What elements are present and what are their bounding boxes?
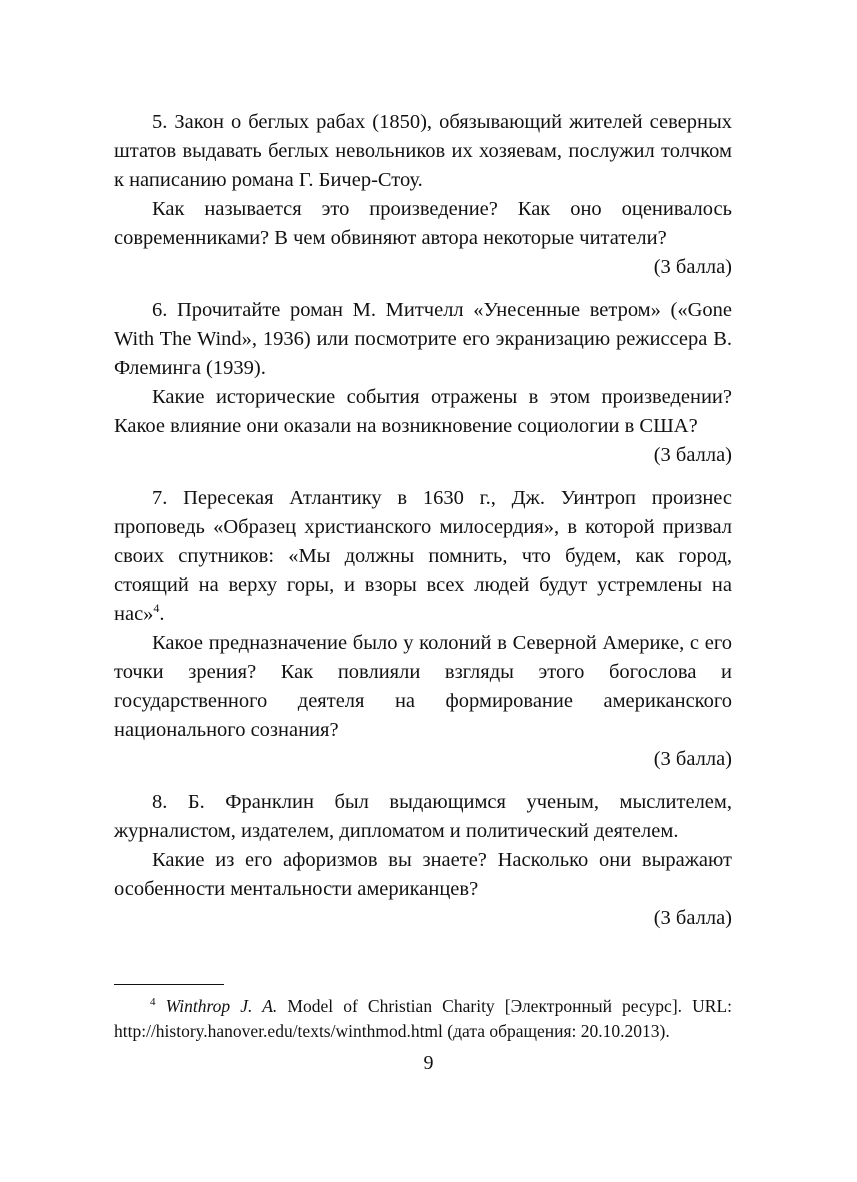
statement-text: Закон о беглых рабах (1850), обязывающий жителей северных штатов выдавать беглых невольников их хозяевам, послужил толчком к написанию романа Г. Бичер-Стоу.	[114, 111, 733, 191]
question-number: 7.	[152, 487, 168, 509]
footnote-divider	[114, 984, 224, 985]
statement-text: Прочитайте роман М. Митчелл «Унесенные ветром» («Gone With The Wind», 1936) или посмотрите его экранизацию режиссера В. Флеминга (1939).	[114, 299, 733, 379]
question-6	[114, 296, 732, 470]
question-6-score: (3 балла)	[653, 444, 732, 466]
question-8	[114, 788, 732, 933]
question-6-statement	[114, 296, 732, 383]
footnote	[114, 994, 732, 1044]
question-7-score: (3 балла)	[653, 748, 732, 770]
question-5	[114, 108, 732, 282]
question-number: 5.	[152, 111, 168, 133]
footnote-ref-4[interactable]: 4	[153, 601, 160, 616]
footnote-text: Model of Christian Charity [Электронный ресурс]. URL: http://history.hanover.edu/texts/winthmod.html (дата обращения: 20.10.2013).	[114, 996, 733, 1041]
question-7	[114, 484, 732, 774]
question-number: 6.	[152, 299, 168, 321]
question-5-task: Как называется это произведение? Как оно оценивалось современниками? В чем обвиняют автора некоторые читатели?	[114, 198, 732, 249]
footnote-author: Winthrop J. A.	[165, 996, 278, 1016]
statement-text: Б. Франклин был выдающимся ученым, мыслителем, журналистом, издателем, дипломатом и политический деятелем.	[114, 791, 733, 842]
question-6-task: Какие исторические события отражены в этом произведении? Какое влияние они оказали на возникновение социологии в США?	[114, 386, 732, 437]
statement-text: Пересекая Атлантику в 1630 г., Дж. Уинтроп произнес проповедь «Образец христианского милосердия», в которой призвал своих спутников: «Мы должны помнить, что будем, как город, стоящий на верху горы, и взоры всех людей будут устремлены на нас»	[114, 487, 732, 625]
question-8-task: Какие из его афоризмов вы знаете? Насколько они выражают особенности ментальности американцев?	[114, 849, 732, 900]
page-number: 9	[423, 1052, 434, 1074]
question-7-statement	[114, 484, 732, 629]
question-8-statement	[114, 788, 732, 846]
page-body	[114, 108, 732, 933]
question-5-score: (3 балла)	[653, 256, 732, 278]
question-5-statement	[114, 108, 732, 195]
question-7-task: Какое предназначение было у колоний в Северной Америке, с его точки зрения? Как повлияли взгляды этого богослова и государственного деятеля на формирование американского национального сознания?	[114, 632, 732, 741]
question-8-score: (3 балла)	[653, 907, 732, 929]
statement-end: .	[159, 603, 165, 625]
footnote-marker: 4	[150, 996, 156, 1009]
question-number: 8.	[152, 791, 168, 813]
